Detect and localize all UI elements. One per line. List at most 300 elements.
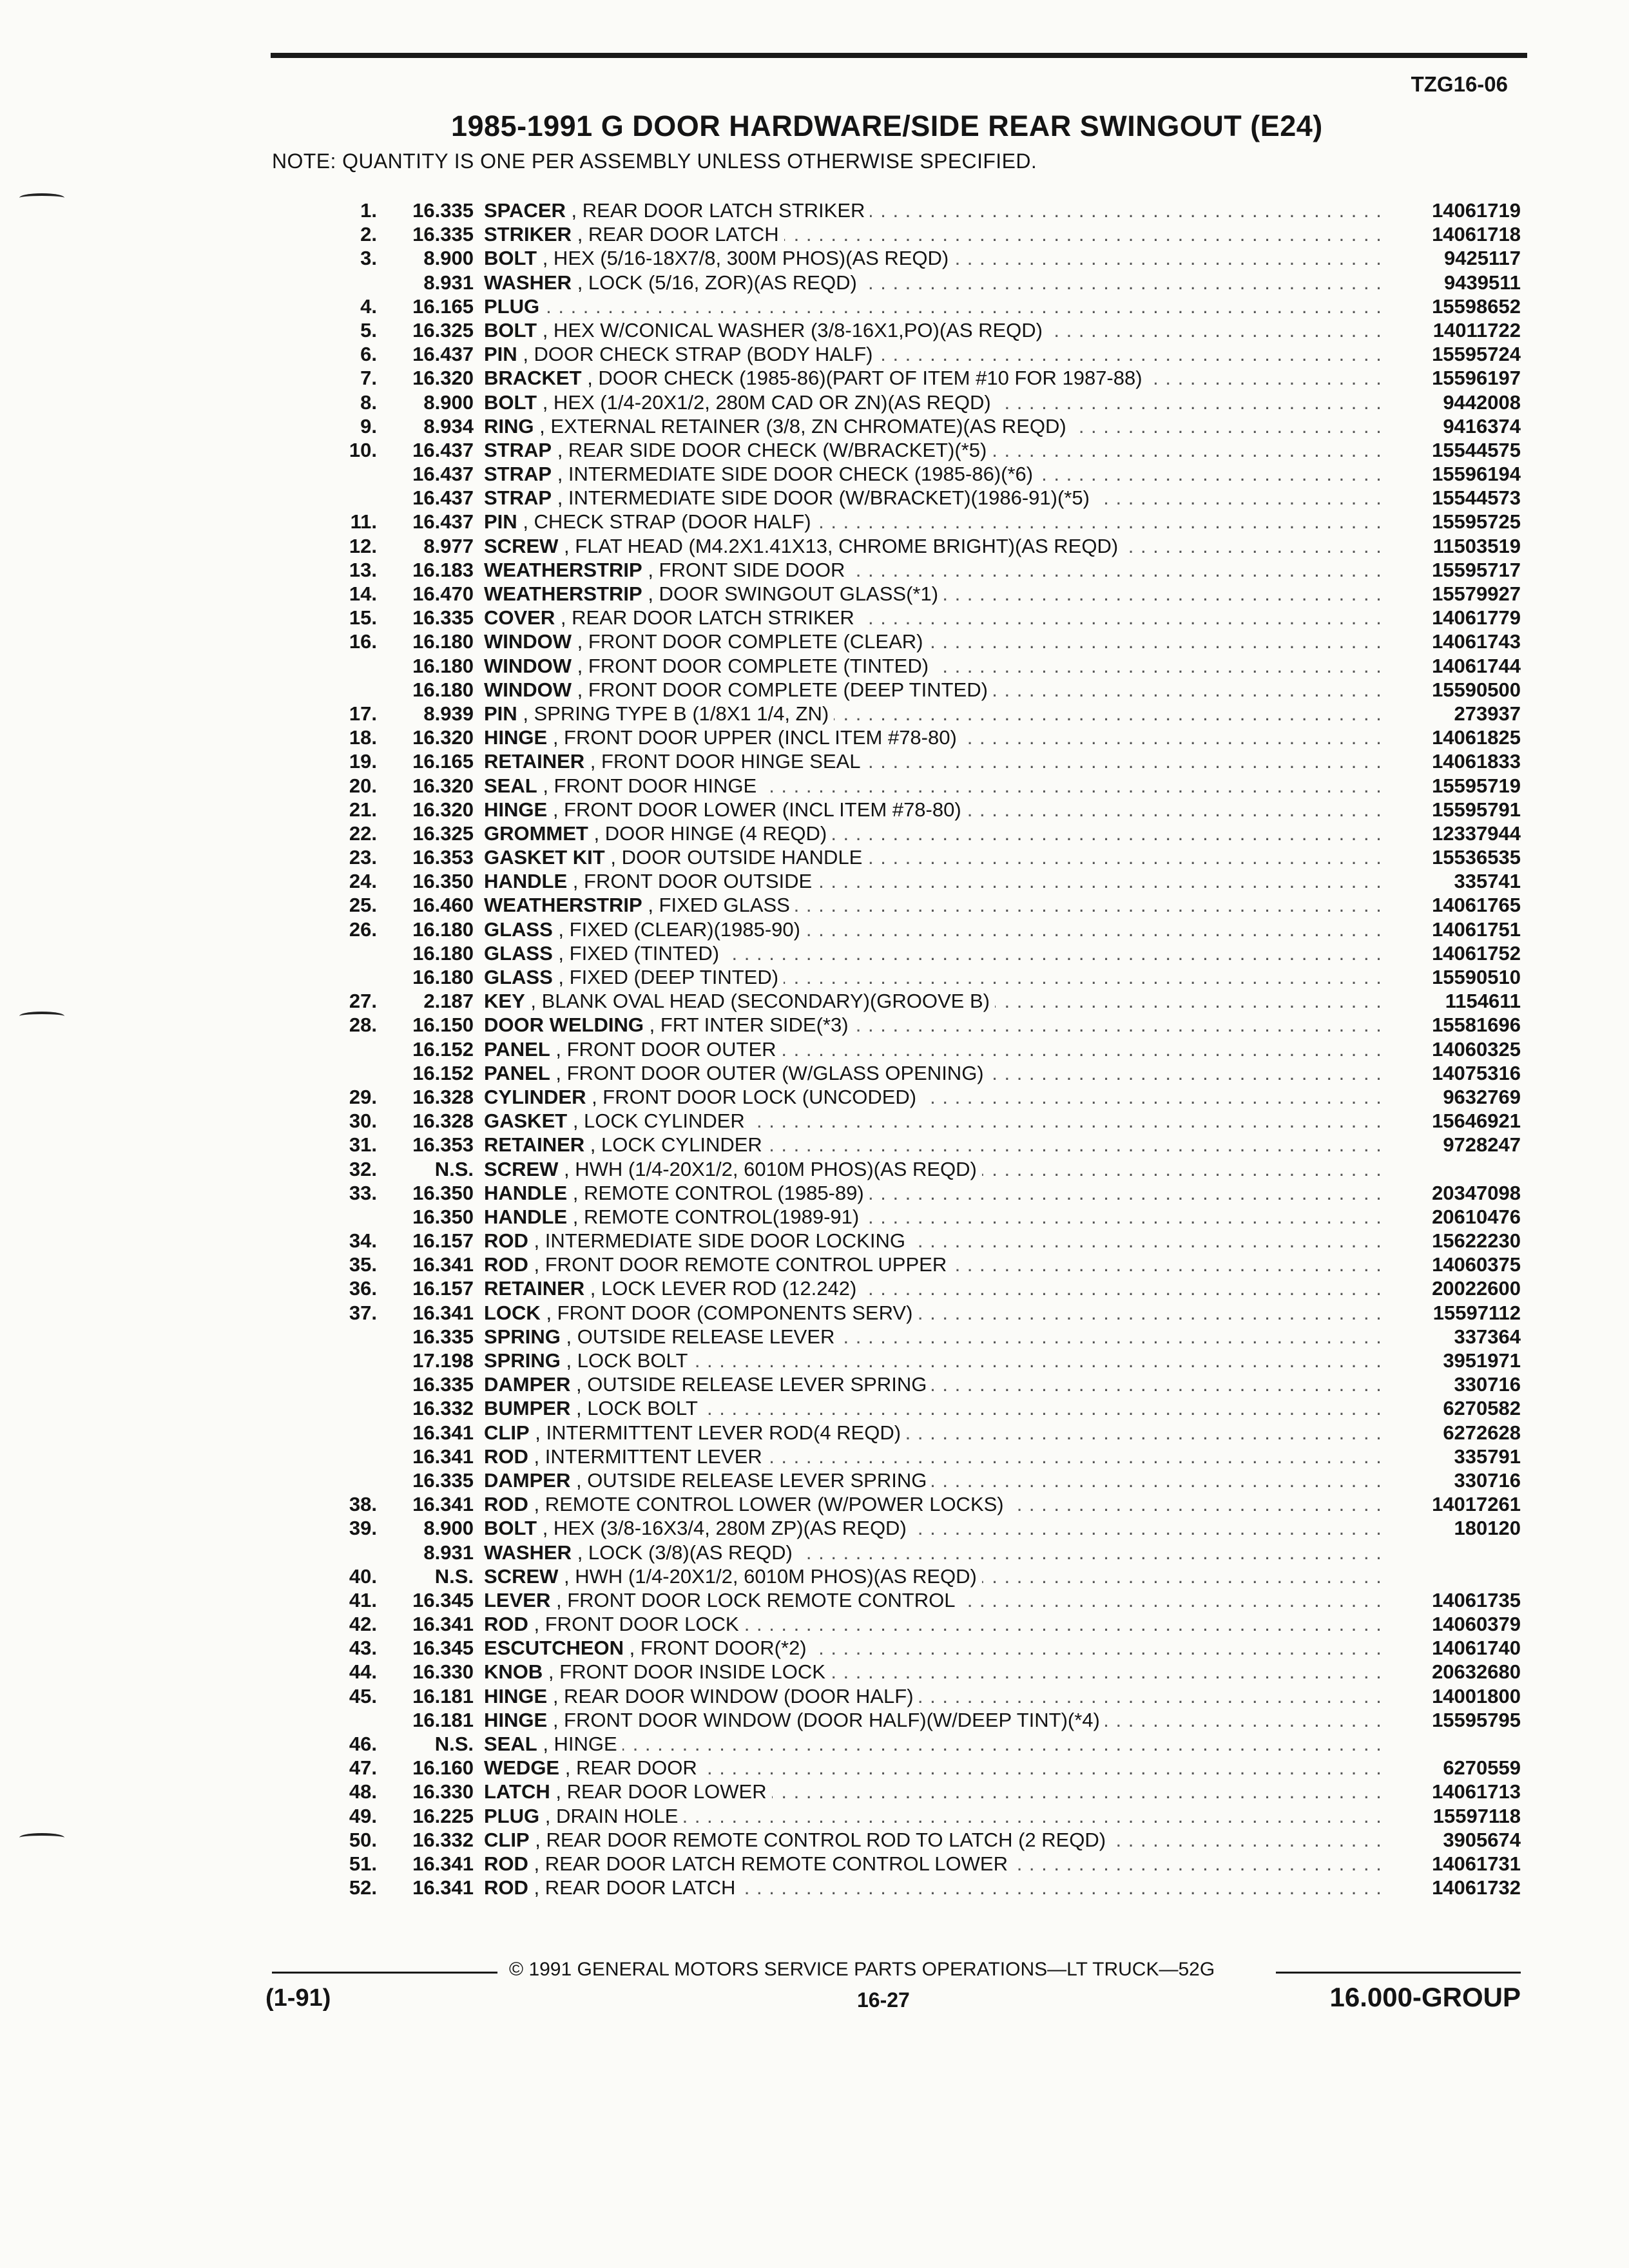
item-number: 12.: [349, 534, 377, 557]
part-row: [309, 918, 1521, 941]
item-number: [309, 1325, 377, 1349]
page-number: 16-27: [857, 1988, 910, 2012]
part-number: 14060375: [1432, 1253, 1521, 1276]
part-number: 14061713: [1432, 1780, 1521, 1803]
group-number: 16.341: [412, 1852, 474, 1875]
group-number: 16.181: [412, 1684, 474, 1707]
part-name: HINGE: [484, 1708, 548, 1731]
part-detail: , LOCK BOLT: [566, 1349, 688, 1372]
part-number: 6272628: [1443, 1421, 1521, 1444]
part-row: [309, 965, 1521, 989]
part-number: 15622230: [1432, 1229, 1521, 1253]
part-row: [309, 822, 1521, 845]
part-detail: , FRONT DOOR COMPLETE (DEEP TINTED): [577, 678, 988, 701]
part-number: 15595791: [1432, 798, 1521, 821]
group-number: 16.353: [412, 846, 474, 869]
item-number: [309, 1445, 377, 1468]
part-description: [484, 1181, 1389, 1205]
part-detail: , REMOTE CONTROL(1989-91): [572, 1205, 860, 1228]
group-number: 16.157: [412, 1277, 474, 1300]
part-number: 12337944: [1432, 822, 1521, 845]
item-number: 21.: [349, 798, 377, 821]
part-row: [309, 582, 1521, 606]
part-row: [309, 462, 1521, 486]
part-description: [484, 1205, 1389, 1229]
part-name: SEAL: [484, 1733, 537, 1755]
part-row: [309, 246, 1521, 270]
item-number: 11.: [350, 510, 377, 533]
part-description: [484, 798, 1389, 822]
part-row: [309, 1468, 1521, 1492]
part-name: STRIKER: [484, 223, 572, 246]
item-number: 9.: [360, 414, 377, 437]
item-number: 41.: [349, 1588, 377, 1611]
part-description: [484, 1037, 1389, 1061]
part-number: 14001800: [1432, 1684, 1521, 1707]
part-number: 15596194: [1432, 463, 1521, 486]
part-name: HINGE: [484, 1684, 548, 1707]
part-detail: , FRONT DOOR INSIDE LOCK: [548, 1660, 825, 1684]
part-row: [309, 678, 1521, 702]
part-detail: , FRONT SIDE DOOR: [648, 558, 845, 581]
part-detail: , HWH (1/4-20X1/2, 6010M PHOS)(AS REQD): [564, 1157, 977, 1180]
part-description: [484, 1852, 1389, 1876]
part-detail: , FRONT DOOR HINGE SEAL: [590, 750, 861, 773]
part-description: [484, 702, 1389, 726]
footer-rule-right: [1276, 1972, 1521, 1974]
part-row: [309, 726, 1521, 749]
part-detail: , LOCK (3/8)(AS REQD): [577, 1541, 793, 1564]
part-row: [309, 1181, 1521, 1205]
part-description: [484, 845, 1389, 869]
part-number: 9425117: [1444, 247, 1521, 270]
part-row: [309, 1037, 1521, 1061]
part-description: [484, 1612, 1389, 1636]
part-description: [484, 1756, 1389, 1780]
item-number: 13.: [349, 558, 377, 581]
part-detail: , REAR SIDE DOOR CHECK (W/BRACKET)(*5): [557, 438, 987, 461]
part-name: STRAP: [484, 463, 552, 486]
part-description: [484, 1372, 1389, 1396]
part-detail: , FIXED (CLEAR)(1985-90): [558, 918, 800, 941]
part-detail: , FRONT DOOR LOCK: [534, 1613, 739, 1636]
item-number: 17.: [349, 702, 377, 725]
part-description: [484, 1876, 1389, 1899]
group-number: 16.320: [412, 798, 474, 821]
part-number: 15590510: [1432, 966, 1521, 988]
part-number: 20347098: [1432, 1181, 1521, 1204]
part-name: ROD: [484, 1876, 528, 1899]
part-name: BUMPER: [484, 1397, 571, 1420]
top-rule: [271, 53, 1527, 58]
item-number: 35.: [349, 1253, 377, 1276]
binder-hole-mark: [19, 193, 64, 202]
part-row: [309, 222, 1521, 246]
part-number: [1389, 1157, 1521, 1181]
part-number: 15597118: [1432, 1804, 1521, 1827]
item-number: [309, 1708, 377, 1732]
parts-list: [309, 198, 1521, 1899]
part-name: BOLT: [484, 318, 537, 341]
part-detail: , OUTSIDE RELEASE LEVER: [566, 1325, 835, 1348]
part-detail: , DOOR HINGE (4 REQD): [593, 822, 827, 845]
part-number: 15596197: [1432, 367, 1521, 390]
part-description: [484, 1109, 1389, 1133]
group-number: 16.332: [412, 1828, 474, 1851]
group-number: 16.335: [412, 1325, 474, 1348]
group-number: 16.180: [412, 966, 474, 988]
part-description: [484, 390, 1389, 414]
group-number: 16.152: [412, 1061, 474, 1084]
part-name: ROD: [484, 1852, 528, 1875]
part-description: [484, 893, 1389, 917]
part-row: [309, 1516, 1521, 1540]
part-number: 14061743: [1432, 630, 1521, 653]
group-number: 8.934: [423, 414, 474, 437]
part-name: SCREW: [484, 1157, 559, 1180]
part-detail: , FRONT DOOR(*2): [629, 1637, 807, 1660]
part-description: [484, 1468, 1389, 1492]
item-number: [309, 1349, 377, 1372]
part-detail: , FIXED GLASS: [648, 894, 790, 917]
part-description: [484, 1445, 1389, 1468]
part-row: [309, 294, 1521, 318]
group-number: 16.183: [412, 558, 474, 581]
part-number: 15595795: [1432, 1708, 1521, 1731]
group-number: 16.180: [412, 941, 474, 965]
part-name: LATCH: [484, 1780, 550, 1803]
part-number: 9728247: [1443, 1133, 1521, 1157]
part-number: 9442008: [1443, 390, 1521, 414]
group-number: 16.470: [412, 582, 474, 605]
part-number: 14061732: [1432, 1876, 1521, 1899]
part-detail: , REAR DOOR REMOTE CONTROL ROD TO LATCH (2 REQD): [535, 1828, 1106, 1851]
item-number: 52.: [349, 1876, 377, 1899]
part-name: PANEL: [484, 1061, 550, 1084]
part-name: WEATHERSTRIP: [484, 582, 642, 605]
part-detail: , INTERMEDIATE SIDE DOOR (W/BRACKET)(1986-91)(*5): [557, 486, 1090, 510]
part-name: SPRING: [484, 1325, 561, 1348]
part-name: PIN: [484, 343, 517, 366]
part-name: SCREW: [484, 534, 559, 557]
part-detail: , REMOTE CONTROL LOWER (W/POWER LOCKS): [534, 1493, 1004, 1516]
item-number: 20.: [349, 774, 377, 797]
part-detail: , REAR DOOR LATCH STRIKER: [571, 199, 865, 222]
part-name: GLASS: [484, 966, 553, 988]
group-number: 8.931: [423, 271, 474, 294]
part-number: 15646921: [1432, 1110, 1521, 1133]
part-number: 6270582: [1443, 1397, 1521, 1420]
part-number: 3905674: [1443, 1828, 1521, 1851]
part-name: PANEL: [484, 1037, 550, 1061]
part-detail: , REAR DOOR LATCH STRIKER: [560, 606, 854, 629]
part-number: 9632769: [1443, 1085, 1521, 1108]
group-number: 16.341: [412, 1876, 474, 1899]
item-number: 30.: [349, 1110, 377, 1133]
part-row: [309, 1684, 1521, 1708]
part-description: [484, 726, 1389, 749]
part-name: BOLT: [484, 247, 537, 270]
part-description: [484, 486, 1389, 510]
part-row: [309, 893, 1521, 917]
part-description: [484, 1253, 1389, 1276]
item-number: 28.: [349, 1014, 377, 1037]
group-number: N.S.: [434, 1157, 474, 1180]
part-number: 14061744: [1432, 654, 1521, 677]
part-detail: , DOOR OUTSIDE HANDLE: [610, 846, 863, 869]
group-number: 8.939: [423, 702, 474, 725]
part-number: 20022600: [1432, 1277, 1521, 1300]
part-row: [309, 1013, 1521, 1037]
part-name: CLIP: [484, 1421, 530, 1444]
part-row: [309, 198, 1521, 222]
part-number: 15595719: [1432, 774, 1521, 797]
part-detail: , FRONT DOOR OUTSIDE: [572, 870, 813, 893]
group-number: 16.325: [412, 822, 474, 845]
item-number: [309, 654, 377, 678]
part-description: [484, 342, 1389, 366]
item-number: 2.: [360, 223, 377, 246]
part-detail: , FRONT DOOR REMOTE CONTROL UPPER: [534, 1253, 947, 1276]
part-detail: , REMOTE CONTROL (1985-89): [572, 1181, 864, 1204]
item-number: 50.: [349, 1828, 377, 1851]
item-number: 46.: [349, 1733, 377, 1755]
part-number: 15590500: [1432, 678, 1521, 701]
part-name: KNOB: [484, 1660, 543, 1684]
part-row: [309, 1349, 1521, 1372]
part-description: [484, 1541, 1389, 1564]
group-number: 16.165: [412, 294, 474, 318]
group-number: 16.437: [412, 438, 474, 461]
part-number: 14061779: [1432, 606, 1521, 629]
part-name: HANDLE: [484, 1205, 568, 1228]
part-name: PLUG: [484, 1804, 540, 1827]
part-row: [309, 1421, 1521, 1445]
item-number: 23.: [349, 846, 377, 869]
part-number: 14060379: [1432, 1613, 1521, 1636]
part-row: [309, 1564, 1521, 1588]
part-name: GASKET: [484, 1110, 568, 1133]
part-row: [309, 749, 1521, 773]
item-number: 27.: [349, 990, 377, 1013]
part-number: 15595724: [1432, 343, 1521, 366]
part-name: GLASS: [484, 941, 553, 965]
part-detail: , REAR DOOR LATCH: [534, 1876, 736, 1899]
part-row: [309, 1612, 1521, 1636]
binder-hole-mark: [19, 1012, 64, 1021]
part-row: [309, 1229, 1521, 1253]
part-row: [309, 1852, 1521, 1876]
part-detail: , DOOR SWINGOUT GLASS(*1): [648, 582, 939, 605]
part-detail: , INTERMEDIATE SIDE DOOR CHECK (1985-86)(*6): [557, 463, 1034, 486]
group-number: 16.341: [412, 1613, 474, 1636]
part-row: [309, 271, 1521, 294]
group-number: 16.335: [412, 606, 474, 629]
part-detail: , LOCK CYLINDER: [590, 1133, 762, 1157]
part-number: 14011722: [1432, 318, 1521, 341]
part-number: 3951971: [1443, 1349, 1521, 1372]
part-row: [309, 1157, 1521, 1181]
item-number: 3.: [360, 247, 377, 270]
part-detail: , FRONT DOOR OUTER: [555, 1037, 776, 1061]
item-number: 33.: [349, 1181, 377, 1204]
part-name: COVER: [484, 606, 555, 629]
group-number: 16.180: [412, 918, 474, 941]
part-number: 335741: [1454, 870, 1521, 893]
group-number: 8.900: [423, 247, 474, 270]
part-description: [484, 989, 1389, 1013]
part-description: [484, 1780, 1389, 1803]
part-detail: , DRAIN HOLE: [545, 1804, 679, 1827]
part-number: 335791: [1454, 1445, 1521, 1468]
group-number: 16.165: [412, 750, 474, 773]
part-number: 15579927: [1432, 582, 1521, 605]
item-number: 10.: [349, 438, 377, 461]
part-detail: , INTERMITTENT LEVER ROD(4 REQD): [535, 1421, 901, 1444]
part-detail: , INTERMITTENT LEVER: [534, 1445, 762, 1468]
group-number: 2.187: [423, 990, 474, 1013]
part-name: STRAP: [484, 438, 552, 461]
group-number: 16.180: [412, 678, 474, 701]
part-detail: , HEX (1/4-20X1/2, 280M CAD OR ZN)(AS REQD): [542, 390, 991, 414]
part-name: STRAP: [484, 486, 552, 510]
part-number: 15581696: [1432, 1014, 1521, 1037]
item-number: 32.: [349, 1157, 377, 1180]
part-row: [309, 1133, 1521, 1157]
binder-hole-mark: [19, 1833, 64, 1842]
item-number: 44.: [349, 1660, 377, 1684]
item-number: 29.: [349, 1085, 377, 1108]
part-row: [309, 1061, 1521, 1085]
item-number: [309, 965, 377, 989]
part-detail: , EXTERNAL RETAINER (3/8, ZN CHROMATE)(AS REQD): [539, 414, 1066, 437]
part-number: 330716: [1454, 1373, 1521, 1396]
group-number: 17.198: [412, 1349, 474, 1372]
part-detail: , REAR DOOR: [564, 1756, 697, 1780]
part-detail: , FRONT DOOR COMPLETE (TINTED): [577, 654, 929, 677]
part-row: [309, 845, 1521, 869]
group-number: 16.328: [412, 1085, 474, 1108]
part-detail: , FRONT DOOR LOCK (UNCODED): [592, 1085, 917, 1108]
part-number: 14061735: [1432, 1588, 1521, 1611]
item-number: [309, 462, 377, 486]
part-description: [484, 1636, 1389, 1660]
part-description: [484, 1660, 1389, 1684]
group-number: 16.320: [412, 774, 474, 797]
part-description: [484, 271, 1389, 294]
item-number: [309, 1541, 377, 1564]
part-detail: , DOOR CHECK (1985-86)(PART OF ITEM #10 FOR 1987-88): [587, 367, 1142, 390]
part-description: [484, 1828, 1389, 1852]
item-number: 37.: [349, 1301, 377, 1324]
footer-rule-left: [272, 1972, 497, 1974]
part-name: GASKET KIT: [484, 846, 605, 869]
group-code: 16.000-GROUP: [1329, 1982, 1521, 2012]
part-name: WINDOW: [484, 630, 572, 653]
group-number: 16.180: [412, 654, 474, 677]
part-number: 9439511: [1444, 271, 1521, 294]
part-detail: , REAR DOOR LATCH REMOTE CONTROL LOWER: [534, 1852, 1008, 1875]
part-row: [309, 486, 1521, 510]
group-number: 16.341: [412, 1445, 474, 1468]
part-row: [309, 606, 1521, 629]
item-number: 45.: [349, 1684, 377, 1707]
group-number: 16.341: [412, 1253, 474, 1276]
part-number: 14061833: [1432, 750, 1521, 773]
part-name: GLASS: [484, 918, 553, 941]
group-number: 16.345: [412, 1588, 474, 1611]
part-description: [484, 822, 1389, 845]
part-description: [484, 941, 1389, 965]
group-number: 8.900: [423, 1517, 474, 1540]
group-number: 16.335: [412, 1373, 474, 1396]
part-description: [484, 1588, 1389, 1612]
part-row: [309, 1804, 1521, 1828]
part-number: 15595725: [1432, 510, 1521, 533]
part-name: LOCK: [484, 1301, 541, 1324]
item-number: 26.: [349, 918, 377, 941]
part-number: 9416374: [1443, 414, 1521, 437]
part-row: [309, 798, 1521, 822]
part-detail: , CHECK STRAP (DOOR HALF): [523, 510, 811, 533]
part-name: BOLT: [484, 1517, 537, 1540]
part-detail: , REAR DOOR LATCH: [577, 223, 779, 246]
group-number: 16.350: [412, 1181, 474, 1204]
part-name: RETAINER: [484, 750, 585, 773]
group-number: 16.437: [412, 486, 474, 510]
part-detail: , SPRING TYPE B (1/8X1 1/4, ZN): [523, 702, 829, 725]
part-number: 14075316: [1432, 1061, 1521, 1084]
group-number: 16.225: [412, 1804, 474, 1827]
part-detail: , FRONT DOOR HINGE: [543, 774, 757, 797]
part-row: [309, 989, 1521, 1013]
group-number: N.S.: [434, 1564, 474, 1588]
item-number: 39.: [349, 1517, 377, 1540]
part-name: RING: [484, 414, 534, 437]
item-number: [309, 941, 377, 965]
item-number: [309, 678, 377, 702]
item-number: 7.: [360, 367, 377, 390]
item-number: 43.: [349, 1637, 377, 1660]
group-number: 8.977: [423, 534, 474, 557]
part-name: ROD: [484, 1613, 528, 1636]
part-row: [309, 869, 1521, 893]
group-number: 16.150: [412, 1014, 474, 1037]
part-name: RETAINER: [484, 1277, 585, 1300]
part-name: ROD: [484, 1253, 528, 1276]
group-number: 16.335: [412, 1468, 474, 1492]
group-number: 16.335: [412, 223, 474, 246]
group-number: 16.353: [412, 1133, 474, 1157]
group-number: 16.328: [412, 1110, 474, 1133]
item-number: [309, 1372, 377, 1396]
part-name: ROD: [484, 1229, 528, 1253]
part-name: PIN: [484, 702, 517, 725]
part-description: [484, 1276, 1389, 1300]
part-description: [484, 198, 1389, 222]
part-row: [309, 390, 1521, 414]
part-name: KEY: [484, 990, 525, 1013]
part-name: WEATHERSTRIP: [484, 558, 642, 581]
part-number: 15595717: [1432, 558, 1521, 581]
group-number: 16.332: [412, 1397, 474, 1420]
part-detail: , FRONT DOOR LOWER (INCL ITEM #78-80): [552, 798, 961, 821]
item-number: 15.: [349, 606, 377, 629]
part-row: [309, 1756, 1521, 1780]
part-number: 14061719: [1432, 199, 1521, 222]
part-row: [309, 1732, 1521, 1756]
part-description: [484, 1396, 1389, 1420]
